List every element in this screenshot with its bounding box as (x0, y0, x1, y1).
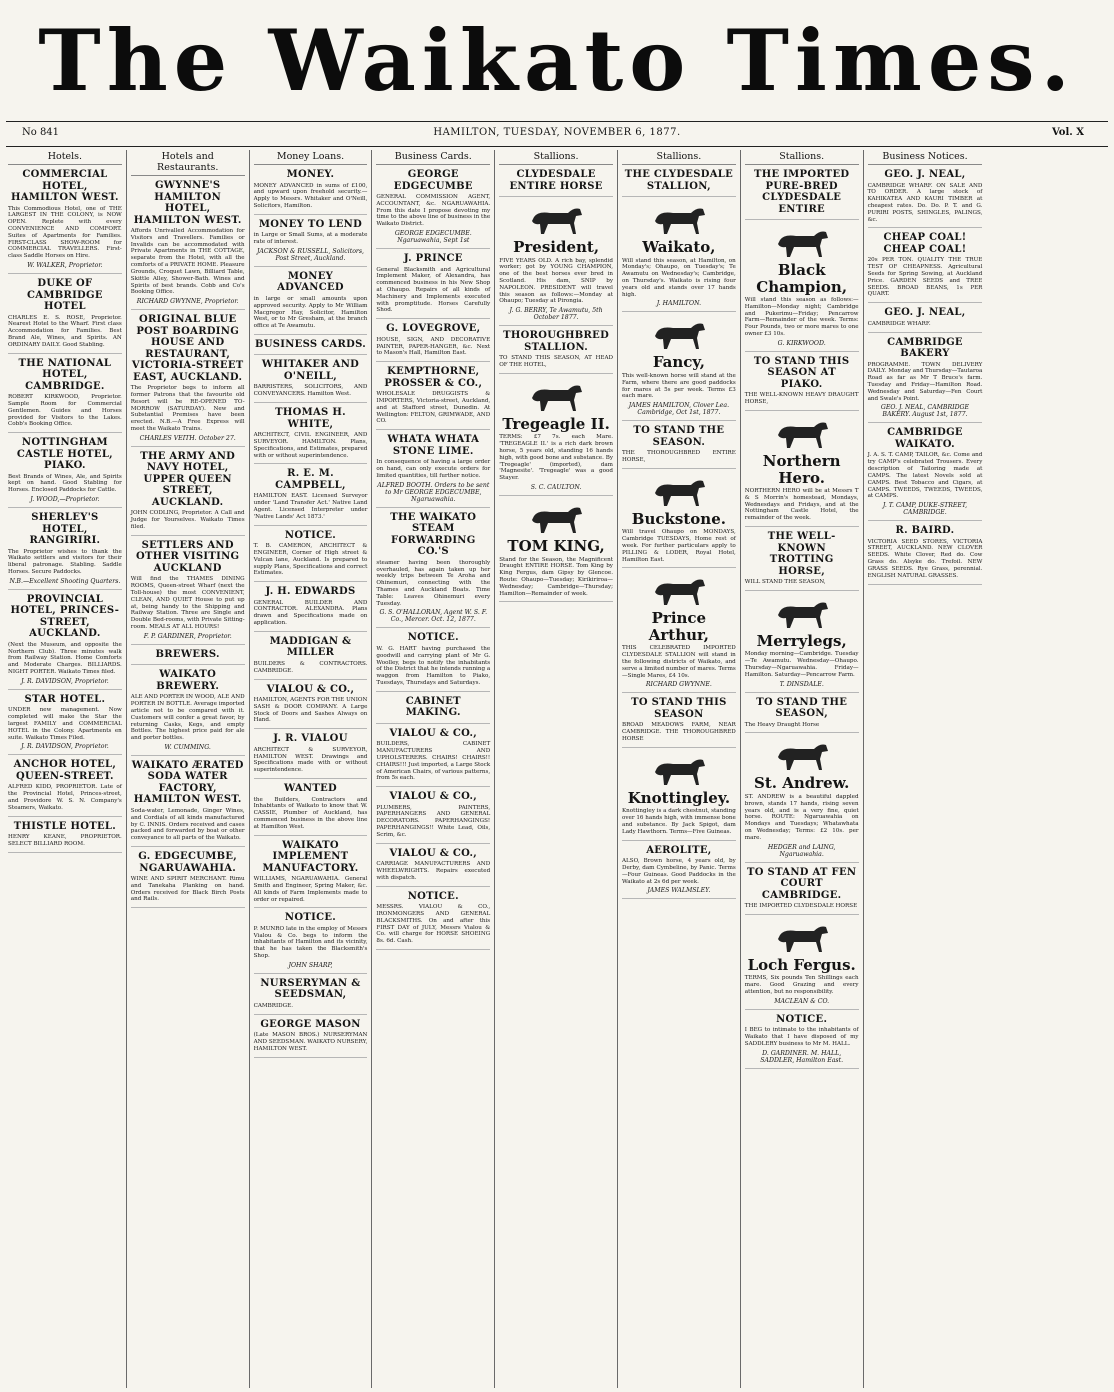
ad-title: ORIGINAL BLUE POST BOARDING HOUSE AND RESTAURANT, VICTORIA-STREET EAST, AUCKLAND. (131, 314, 244, 383)
advertisement (254, 731, 368, 779)
ad-signature: N.B.—Excellent Shooting Quarters. (9, 577, 121, 585)
advertisement (376, 321, 490, 362)
ad-body: THE THOROUGHBRED ENTIRE HORSE, (621, 450, 736, 463)
ad-body: The Proprietor wishes to thank the Waikato settlers and visitors for their liberal patronage. Stabling. Saddle Horses. Secure Paddocks. (8, 548, 122, 575)
ad-title: VIALOU & CO., (389, 847, 478, 859)
ad-body: the Builders, Contractors and Inhabitants of Waikato to know that W. CASSIE, Plumber of Auckland, has commenced business in the above line at Hamilton West. (253, 796, 368, 830)
date-rule (6, 146, 1108, 147)
ad-body: This Commodious Hotel, one of THE LARGEST IN THE COLONY, is NOW OPEN. Replete with every CONVENIENCE AND COMFORT. Suites of Apartments for Families. FIRST-CLASS SHOW-ROOM for COMMERCIAL TRAVELLERS. First-class Saddle Horses on Hire. (8, 205, 122, 260)
ad-title: BREWERS. (155, 648, 220, 660)
ad-title: CLYDESDALE ENTIRE HORSE (509, 169, 603, 192)
advertisement (745, 917, 859, 1010)
advertisement (8, 167, 122, 274)
advertisement (868, 425, 983, 521)
horse-illustration-icon (647, 754, 711, 788)
advertisement (254, 682, 368, 730)
ad-title: WAIKATO ÆRATED SODA WATER FACTORY, HAMILTON WEST. (131, 759, 244, 806)
ad-signature: T. DINSDALE. (779, 680, 824, 688)
advertisement (131, 758, 245, 847)
ad-title: TO STAND AT FEN COURT CAMBRIDGE. (747, 866, 857, 901)
ad-title: CHEAP COAL! CHEAP COAL! (883, 232, 967, 255)
ad-body: This well-known horse will stand at the Farm, where there are good paddocks for mares at 5s per week. Terms £3 each mare. (621, 372, 736, 400)
column-heading: Hotels. (8, 151, 122, 165)
ad-body: WINE AND SPIRIT MERCHANT. Rimu and Tanekaha Planking on hand. Orders received for Black Birch Posts and Rails. (130, 876, 245, 903)
ad-title: G. EDGECUMBE, NGARUAWAHIA. (138, 851, 238, 874)
ad-signature: J. R. DAVIDSON, Proprietor. (21, 677, 109, 685)
ad-title: J. R. VIALOU (273, 733, 348, 745)
ad-signature: D. GARDINER. M. HALL, SADDLER, Hamilton East. (760, 1049, 844, 1064)
advertisement (254, 838, 368, 909)
ad-body: Monday morning—Cambridge. Tuesday—Te Awamutu. Wednesday—Ohaupo. Thursday—Ngaruawahia. Friday—Hamilton. Saturday—Pencarrow Farm. (744, 651, 859, 678)
ad-body: I BEG to intimate to the inhabitants of Waikato that I have disposed of my SADDLERY business to Mr M. HALL. (744, 1027, 859, 1047)
ad-body: (Next the Museum, and opposite the Northern Club). Three minutes walk from Railway Station. Home Comforts and Moderate Charges. BILLIARDS. NIGHT PORTER. Waikato Times filed. (8, 641, 122, 676)
ad-body: ALE AND PORTER IN WOOD, ALE AND PORTER IN BOTTLE. Average imported article not to be compared with it. Customers will confer a great favor, by returning Casks, Kegs, and empty Bottles. The highest price paid for ale and porter bottles. (130, 694, 245, 742)
ad-title: Prince Arthur, (648, 609, 710, 644)
advertisement (8, 592, 122, 690)
ad-title: WAIKATO BREWERY. (156, 669, 220, 692)
ad-body: BROAD MEADOWS FARM, NEAR CAMBRIDGE. THE THOROUGHBRED HORSE (621, 722, 736, 742)
advertisement (376, 167, 490, 249)
ad-title: Northern Hero. (762, 452, 841, 487)
ad-title: THE ARMY AND NAVY HOTEL, UPPER QUEEN STREET, AUCKLAND. (140, 450, 236, 508)
ad-body: TERMS, Six pounds Ten Shillings each mare. Good Grazing and every attention, but no responsibility. (744, 975, 859, 996)
ad-title: Buckstone. (631, 509, 726, 528)
advertisement (254, 584, 368, 632)
ad-body: ARCHITECT & SURVEYOR, HAMILTON WEST. Drawings and Specifications made with or without superintendence. (253, 746, 368, 774)
advertisement (745, 593, 859, 693)
horse-illustration-icon (524, 502, 588, 536)
ad-signature: JAMES WALMSLEY. (647, 887, 711, 895)
advertisement (8, 356, 122, 434)
issue-date: HAMILTON, TUESDAY, NOVEMBER 6, 1877. (433, 127, 681, 138)
ad-title: MONEY TO LEND (258, 218, 363, 230)
advertisement (8, 819, 122, 853)
ad-title: THE IMPORTED PURE-BRED CLYDESDALE ENTIRE (753, 169, 850, 215)
column-heading: Business Cards. (376, 151, 490, 165)
ad-body: Will travel Ohaupo on MONDAYS, Cambridge TUESDAYS, Home rest of week. For further particulars apply to PILLING & LODER, Royal Hotel, Hamilton East. (621, 529, 736, 563)
ad-title: Knottingley. (627, 788, 731, 807)
ad-title: WHATA WHATA STONE LIME. (387, 434, 480, 457)
advertisement (254, 910, 368, 974)
advertisement (131, 538, 245, 645)
ad-body: Will stand this season as follows:—Hamilton—Monday night; Cambridge and Pukerimu—Friday; Pencarrow Farm—Remainder of the week. Terms: Four Pounds, two or more mares to one owner £3 10s. (744, 297, 859, 338)
ad-body: Soda-water, Lemonade, Ginger Wines, and Cordials of all kinds manufactured by C. INNIS. Orders received and cases packed and forwarded by boat or other conveyance to all parts of the Waikato. (130, 807, 245, 842)
ad-title: THE NATIONAL HOTEL, CAMBRIDGE. (18, 357, 112, 392)
ad-body: WILLIAMS, NGARUAWAHIA. General Smith and Engineer, Spring Maker, &c. All kinds of Farm Implements made to order or repaired. (253, 876, 368, 903)
advertisement (131, 849, 245, 908)
ad-body: W. G. HART having purchased the goodwill and carrying plant of Mr G. Woolley, begs to notify the inhabitants of the District that he intends running a waggon from Hamilton to Piako, Tuesdays, Thursdays and Saturdays. (376, 645, 491, 686)
ad-body: The Heavy Draught Horse (744, 721, 820, 728)
advertisement (131, 647, 245, 666)
advertisement (254, 405, 368, 464)
advertisement (622, 750, 736, 841)
ad-body: Knottingley is a dark chestnut, standing over 16 hands high, with immense bone and substance. By Jack Spigot, dam Lady Hawthorn. Terms—Five Guineas. (621, 808, 736, 835)
advertisement (745, 1012, 859, 1069)
ad-title: Tregeagle II. (502, 414, 610, 433)
ad-title: J. H. EDWARDS (265, 586, 356, 598)
ad-body: GENERAL COMMISSION AGENT, ACCOUNTANT, &c. NGARUAWAHIA. From this date I propose devoting my time to the above line of business in the Waikato District. (376, 194, 491, 228)
ad-signature: J. R. DAVIDSON, Proprietor. (21, 743, 109, 751)
ad-title: STAR HOTEL. (24, 693, 106, 705)
column-3 (250, 150, 373, 1388)
advertisement (131, 667, 245, 756)
ad-body: MESSRS. VIALOU & CO., IRONMONGERS AND GENERAL BLACKSMITHS. On and after this FIRST DAY of JULY, Messrs Vialou & Co. will charge for HORSE SHOEING 8s. 6d. Cash. (376, 904, 491, 945)
ad-signature: RICHARD GWYNNE. (645, 681, 712, 689)
ad-body: Will find the THAMES DINING ROOMS, Queen-street Wharf (next the Toll-house) the most CONVENIENT, CLEAN, AND QUIET House to put up at, being handy to the Shipping and Railway Station. Three are Single and Double Bed-rooms, with Private Sitting-room. MEALS AT ALL HOURS! (130, 576, 245, 630)
horse-illustration-icon (770, 226, 834, 260)
ad-title: TO STAND THIS SEASON (631, 697, 727, 720)
ad-signature: G. KIRKWOOD. (777, 339, 826, 347)
advertisement (622, 167, 736, 197)
ad-title: NURSERYMAN & SEEDSMAN, (260, 977, 361, 1001)
ad-body: In consequence of having a large order on hand, can only execute orders for limited quantities, till further notice. (376, 459, 491, 479)
advertisement (499, 328, 613, 374)
column-heading: Money Loans. (254, 151, 368, 165)
ad-title: BUSINESS CARDS. (254, 338, 367, 350)
ad-title: President, (513, 238, 600, 256)
advertisement (376, 251, 490, 319)
ad-title: VIALOU & CO., (266, 683, 355, 695)
ad-title: PROVINCIAL HOTEL, PRINCES-STREET, AUCKLAND. (10, 593, 120, 640)
advertisement (254, 357, 368, 403)
column-5 (495, 150, 618, 1388)
ad-body: TERMS: £7 7s. each Mare. 'TREGEAGLE II.' is a rich dark brown horse, 5 years old, standing 16 hands high, with good bone and substance. By 'Tregeagle' (imported), dam 'Magnesite'. 'Tregeagle' was a good Stayer. (499, 434, 613, 482)
ad-title: VIALOU & CO., (389, 727, 478, 739)
ad-body: J. A. S. T. CAMP, TAILOR, &c. Come and try CAMP's celebrated Trousers. Every description of Tailoring made at CAMPS. The latest Novels sold at CAMPS. Best Tobacco and Cigars, at CAMPS. TWEEDS, TWEEDS, TWEEDS, at CAMPS. (867, 452, 983, 500)
ad-body: BUILDERS, CABINET MANUFACTURERS AND UPHOLSTERERS. CHAIRS! CHAIRS!! CHAIRS!!! Just imported, a Large Stock of American Chairs, of various patterns, from 5s each. (376, 741, 491, 782)
ad-title: NOTICE. (284, 529, 337, 541)
column-4 (372, 150, 495, 1388)
ad-body: ALFRED KIDD, PROPRIETOR. Late of the Provincial Hotel, Princes-street, and Providore W. S. N. Company's Steamers, Waikato. (8, 784, 122, 811)
ad-body: CHARLES E. S. ROSE, Proprietor. Nearest Hotel to the Wharf. First class Accommodation for Families. Best Brand Ale, Wines, and Spirits. AN ORDINARY DAILY. Good Stabling. (8, 314, 122, 348)
advertisement (376, 694, 490, 724)
ad-signature: JOHN SHARP, (288, 961, 333, 969)
ad-title: Fancy, (652, 353, 705, 372)
ad-title: NOTTINGHAM CASTLE HOTEL, PIAKO. (16, 437, 113, 472)
ad-title: CABINET MAKING. (405, 695, 461, 719)
ad-signature: G. S. O'HALLORAN, Agent W. S. F. Co., Mercer. Oct. 12, 1877. (379, 609, 488, 624)
ad-title: KEMPTHORNE, PROSSER & CO., (384, 366, 483, 389)
ad-title: NOTICE. (407, 890, 459, 902)
advertisement (8, 757, 122, 816)
horse-illustration-icon (647, 318, 711, 352)
masthead (0, 0, 1114, 122)
issue-number: No 841 (22, 127, 60, 138)
ad-body: Will stand this season, at Hamilton, on Monday's; Ohaupo, on Tuesday's; Te Awamutu on Wednesday's; Cambridge, on Thursday's. Waikato is rising four years old and stands over 17 hands high. (621, 257, 736, 298)
ad-title: GWYNNE'S HAMILTON HOTEL, HAMILTON WEST. (133, 180, 242, 226)
advertisement (622, 695, 736, 747)
advertisement (8, 510, 122, 590)
ad-title: GEO. J. NEAL, (884, 169, 966, 180)
ad-body: UNDER new management. Now completed will make the Star the largest FAMILY and COMMERCIAL HOTEL in the Colony. Apartments en suite. Waikato Times Filed. (8, 707, 122, 741)
dateline (0, 124, 1114, 144)
ad-signature: J. WOOD,—Proprietor. (30, 496, 100, 504)
advertisement (745, 529, 859, 591)
ad-body: CAMBRIDGE WHARF. (867, 320, 931, 327)
ad-title: TO STAND THE SEASON, (756, 696, 848, 720)
ad-body: HENRY KEANE, PROPRIETOR. SELECT BILLIARD ROOM. (8, 834, 122, 847)
ad-body: The Proprietor begs to inform all former Patrons that the favourite old Resort will be RE-OPENED TO-MORROW (SATURDAY). New and Substantial Premises have been erected. N.B.—A Free Express will meet the Waikato Trains. (130, 385, 245, 432)
advertisement (499, 376, 613, 496)
advertisement (8, 692, 122, 756)
ad-body: JOHN CODLING, Proprietor. A Call and Judge for Yourselves. Waikato Times filed. (130, 510, 245, 530)
advertisement (622, 471, 736, 569)
advertisement (376, 364, 490, 430)
ad-signature: W. CUMMING. (164, 743, 211, 751)
ad-body: PLUMBERS, PAINTERS, PAPERHANGERS AND GENERAL DECORATORS. PAPERHANGINGS! PAPERHANGINGS!! White Lead, Oils, Scrim, &c. (376, 804, 491, 838)
horse-illustration-icon (647, 475, 711, 509)
horse-illustration-icon (524, 203, 588, 237)
advertisement (622, 199, 736, 312)
advertisement (376, 726, 490, 787)
advertisement (868, 335, 983, 424)
ad-signature: RICHARD GWYNNE, Proprietor. (136, 298, 239, 306)
ad-title: G. LOVEGROVE, (386, 323, 481, 335)
ad-body: ROBERT KIRKWOOD, Proprietor. Sample Room for Commercial Gentlemen. Guides and Horses provided for Visitors to the Lakes. Cobb's Booking Office. (8, 394, 122, 428)
ad-title: NOTICE. (407, 632, 459, 644)
advertisement (868, 167, 983, 228)
advertisement (745, 167, 859, 220)
ad-title: Black Champion, (756, 261, 848, 296)
advertisement (131, 312, 245, 447)
ad-body: 20s PER TON. QUALITY THE TRUE TEST OF CHEAPNESS. Agricultural Seeds for Spring Sowing, at Auckland Price. GARDEN SEEDS and TREE SEEDS. BROAD BEANS, 1s PER QUART. (867, 257, 983, 298)
advertisement (745, 865, 859, 915)
ad-title: Merrylegs, (756, 631, 847, 650)
ad-title: TO STAND THIS SEASON AT PIAKO. (753, 355, 850, 390)
advertisement (131, 178, 245, 310)
ad-body: in Large or Small Sums, at a moderate rate of interest. (253, 232, 368, 246)
advertisement (499, 498, 613, 602)
advertisement (254, 528, 368, 583)
ad-title: MONEY ADVANCED (277, 270, 344, 294)
column-7 (741, 150, 864, 1388)
advertisement (745, 695, 859, 734)
advertisement (8, 435, 122, 508)
column-6 (618, 150, 741, 1388)
ad-signature: J. HAMILTON. (656, 300, 702, 308)
ad-title: Waikato, (642, 238, 716, 256)
column-heading: Stallions. (499, 151, 613, 165)
advertisement (254, 269, 368, 335)
ad-title: WAIKATO IMPLEMENT MANUFACTORY. (262, 839, 359, 874)
ad-signature: ALFRED BOOTH. Orders to be sent to Mr GEORGE EDGECUMBE, Ngaruawahia. (377, 481, 490, 503)
advertisement (745, 413, 859, 527)
ad-title: CAMBRIDGE WAIKATO. (887, 427, 963, 450)
ad-title: TOM KING, (507, 537, 605, 555)
ad-title: St. Andrew. (754, 774, 850, 793)
ad-body: ARCHITECT, CIVIL ENGINEER, AND SURVEYOR. HAMILTON. Plans, Specifications, and Estimates, prepared with or without superintendence. (253, 432, 368, 459)
ad-title: DUKE OF CAMBRIDGE HOTEL (27, 278, 103, 312)
volume-number: Vol. X (1051, 127, 1084, 138)
horse-illustration-icon (524, 380, 588, 414)
ad-title: THE WAIKATO STEAM FORWARDING CO.'S (390, 511, 477, 558)
ad-body: CAMBRIDGE WHARF. ON SALE AND TO ORDER. A large stock of KAHIKATEA AND KAURI TIMBER at cheapest rates. Do. Do. P. T. and G. PURIRI POSTS, SHINGLES, PALINGS, &c. (867, 182, 983, 223)
advertisement (8, 276, 122, 354)
columns (4, 150, 1110, 1388)
advertisement (254, 1017, 368, 1058)
advertisement (868, 305, 983, 332)
ad-body: CAMBRIDGE. (253, 1002, 293, 1009)
ad-title: SHERLEY'S HOTEL, RANGIRIRI. (29, 512, 101, 547)
ad-title: J. PRINCE (403, 253, 463, 265)
ad-title: MONEY. (286, 169, 335, 180)
horse-illustration-icon (647, 203, 711, 237)
ad-title: MADDIGAN & MILLER (269, 635, 352, 659)
ad-title: TO STAND THE SEASON. (633, 425, 725, 448)
ad-body: Stand for the Season, the Magnificent Draught ENTIRE HORSE. Tom King by King Fergus, dam Gipsy by Glencoe. Route: Ohaupo—Tuesday; Kirikiriroa—Wednesday; Cambridge—Thursday; Hamilton—Remainder of week. (499, 556, 613, 597)
advertisement (254, 466, 368, 525)
advertisement (254, 167, 368, 215)
ad-title: COMMERCIAL HOTEL, HAMILTON WEST. (10, 169, 119, 203)
ad-body: THIS CELEBRATED IMPORTED CLYDESDALE STALLION will stand in the following districts of Waikato, and serve a limited number of mares. Terms—Single Mares, £4 10s. (621, 645, 736, 679)
column-heading: Stallions. (745, 151, 859, 165)
ad-title: AEROLITE, (646, 844, 712, 856)
advertisement (376, 789, 490, 844)
ad-title: NOTICE. (284, 912, 337, 924)
ad-body: ST. ANDREW is a beautiful dappled brown, stands 17 hands, rising seven years old, and is a very fine, quiet horse. ROUTE: Ngaruawahia on Mondays and Tuesdays; Whatawhata on Wednesday; Terms: £2 10s. per mare. (744, 793, 859, 841)
ad-body: THE WELL-KNOWN HEAVY DRAUGHT HORSE, (744, 392, 859, 406)
ad-body: HOUSE, SIGN, AND DECORATIVE PAINTER, PAPER-HANGER, &c. Next to Mason's Hall, Hamilton East. (376, 336, 491, 357)
ad-body: BUILDERS & CONTRACTORS. CAMBRIDGE. (253, 660, 368, 674)
ad-signature: W. WALKER, Proprietor. (27, 262, 103, 269)
ad-title: THOMAS H. WHITE, (275, 407, 346, 430)
horse-illustration-icon (770, 597, 834, 631)
advertisement (254, 337, 368, 356)
horse-illustration-icon (770, 417, 834, 451)
ad-title: SETTLERS AND OTHER VISITING AUCKLAND (136, 539, 240, 574)
ad-title: ANCHOR HOTEL, QUEEN-STREET. (13, 759, 117, 782)
ad-signature: GEORGE EDGECUMBE. Ngaruawahia, Sept 1st (394, 230, 472, 245)
ad-signature: F. P. GARDINER, Proprietor. (143, 632, 232, 640)
top-rule (6, 121, 1108, 122)
ad-body: PROGRAMME. TOWN DELIVERY DAILY. Monday and Thursday—Tautaroa Road as far as Mr T Bruce's farm. Tuesday and Friday—Hamilton Road. Wednesday and Saturday—Fen Court and Swale's Point. (867, 361, 983, 402)
ad-title: GEO. J. NEAL, (884, 307, 966, 319)
ad-body: steamer having been thoroughly overhauled, has again taken up her weekly trips between Te Aroha and Ohinemuri, connecting with the Thames and Auckland Boats. Time Table: Leaves Ohinemuri every Tuesday. (376, 559, 491, 607)
ad-body: NORTHERN HERO will be at Messrs T & S Morrin's homestead, Mondays, Wednesdays and Fridays, and at the Nottingham Castle Hotel, the remainder of the week. (744, 488, 859, 522)
ad-body: WHOLESALE DRUGGISTS & IMPORTERS, Victoria-street, Auckland, and at Stafford street, Dunedin. At Wellington: FELTON, GRIMWADE, AND CO. (376, 391, 491, 425)
ad-body: WILL STAND THE SEASON, (744, 579, 826, 586)
ad-title: THE CLYDESDALE STALLION, (624, 169, 734, 192)
column-1 (4, 150, 127, 1388)
advertisement (376, 510, 490, 629)
ad-body: HAMILTON EAST. Licensed Surveyor under 'Land Transfer Act.' Native Land Agent. Licensed Interpreter under 'Native Lands' Act 1873.' (253, 493, 368, 520)
ad-title: R. BAIRD. (895, 525, 955, 537)
ad-body: MONEY ADVANCED in sums of £100, and upward upon freehold security.—Apply to Messrs. Whitaker and O'Neill, Solicitors, Hamilton. (253, 182, 368, 209)
advertisement (868, 523, 983, 584)
ad-signature: J. G. BERRY, Te Awamutu, 5th October 1877. (509, 307, 603, 322)
advertisement (254, 781, 368, 836)
advertisement (622, 843, 736, 900)
advertisement (622, 423, 736, 469)
ad-signature: J. T. CAMP, DUKE-STREET, CAMBRIDGE. (882, 502, 968, 517)
column-heading: Hotels and Restaurants. (131, 151, 245, 176)
advertisement (622, 314, 736, 421)
advertisement (376, 846, 490, 887)
ad-title: GEORGE MASON (260, 1018, 361, 1030)
horse-illustration-icon (647, 574, 711, 608)
ad-body: CARRIAGE MANUFACTURERS AND WHEELWRIGHTS. Repairs executed with dispatch. (376, 861, 491, 881)
column-heading: Stallions. (622, 151, 736, 165)
ad-title: R. E. M. CAMPBELL, (275, 468, 346, 491)
horse-illustration-icon (770, 739, 834, 773)
ad-signature: JAMES HAMILTON, Clover Lea. Cambridge, Oct 1st, 1877. (628, 402, 730, 417)
ad-body: HAMILTON, AGENTS FOR THE UNION SASH & DOOR COMPANY. A Large Stock of Doors and Sashes Always on Hand. (253, 697, 368, 724)
ad-body: ALSO, Brown horse, 4 years old, by Derby, dam Cymbeline, by Panic. Terms—Four Guineas. Good Paddocks in the Waikato at 2s 6d per week. (621, 858, 736, 885)
ad-signature: MACLEAN & CO. (774, 997, 830, 1005)
ad-signature: CHARLES VEITH. October 27. (139, 434, 236, 442)
advertisement (376, 432, 490, 507)
ad-signature: HEDGER and LAING, Ngaruawahia. (767, 843, 836, 858)
ad-body: General Blacksmith and Agricultural Implement Maker, of Alexandra, has commenced business in his New Shop at Ohaupo. Repairs of all kinds of Machinery and Implements executed with promptitude. Horses Carefully Shod. (376, 266, 491, 314)
horse-illustration-icon (770, 921, 834, 955)
ad-title: WANTED (283, 783, 337, 794)
ad-body: Affords Unrivalled Accommodation for Visitors and Travellers. Families or Invalids can be accommodated with Private Apartments in THE COTTAGE, separate from the Hotel, with all the comforts of a PRIVATE HOME. Pleasure Grounds, Croquet Lawn, Billiard Table, Skittle Alley, Shower-Bath. Wines and Spirits of best brands. Cobb and Co's Booking Office. (130, 228, 245, 296)
advertisement (254, 217, 368, 267)
ad-signature: S. C. CAULTON. (530, 484, 582, 491)
advertisement (745, 222, 859, 352)
advertisement (499, 167, 613, 197)
ad-body: P. MUNRO late in the employ of Messrs Vialou & Co. begs to inform the inhabitants of Hamilton and its vicinity, that he has taken the Blacksmith's Shop. (253, 925, 368, 960)
advertisement (376, 630, 490, 691)
column-8 (864, 150, 987, 1388)
ad-body: VICTORIA SEED STORES, VICTORIA STREET, AUCKLAND. NEW CLOVER SEEDS. White Clover, Red do. Cow Grass do. Alsyke do. Trefoil. NEW GRASS SEEDS. Rye Grass, perennial. ENGLISH NATURAL GRASSES. (867, 538, 983, 579)
ad-body: Best Brands of Wines, Ale, and Spirits kept on hand. Good Stabling for Horses. Enclosed Paddocks for Cattle. (8, 473, 122, 494)
ad-title: GEORGE EDGECUMBE (393, 169, 473, 192)
ad-signature: GEO. J. NEAL, CAMBRIDGE BAKERY. August 1st, 1877. (880, 404, 970, 419)
ad-body: (Late MASON BROS.) NURSERYMAN AND SEEDSMAN. WAIKATO NURSERY, HAMILTON WEST. (253, 1032, 368, 1052)
column-2 (127, 150, 250, 1388)
ad-body: BARRISTERS, SOLICITORS, AND CONVEYANCERS. Hamilton West. (253, 384, 368, 398)
advertisement (622, 570, 736, 693)
ad-title: THISTLE HOTEL. (13, 820, 117, 832)
ad-body: THE IMPORTED CLYDESDALE HORSE (744, 903, 858, 910)
ad-title: WHITAKER AND O'NEILL, (261, 359, 360, 382)
ad-body: TO STAND THIS SEASON, AT HEAD OF THE HOTEL, (499, 355, 613, 368)
ad-body: FIVE YEARS OLD. A rich bay, splendid worker; got by YOUNG CHAMPION, one of the best horses ever bred in Scotland. His dam, SNIP by NAPOLEON. PRESIDENT will travel this season as follows:—Monday at Ohaupo; Tuesday at Pirongia. (499, 257, 613, 305)
newspaper-title: The Waikato Times. (38, 11, 1076, 110)
ad-body: GENERAL BUILDER AND CONTRACTOR. ALEXANDRA. Plans drawn and Specifications made on application. (253, 599, 368, 627)
ad-title: VIALOU & CO., (389, 791, 478, 803)
ad-title: THE WELL-KNOWN TROTTING HORSE, (767, 531, 836, 577)
advertisement (376, 889, 490, 950)
ad-title: Loch Fergus. (747, 955, 856, 974)
ad-title: CAMBRIDGE BAKERY (887, 336, 963, 360)
column-heading: Business Notices. (868, 151, 983, 165)
ad-body: T. B. CAMERON, ARCHITECT & ENGINEER, Corner of High street & Vulcan lane, Auckland. Is prepared to supply Plans, Specifications and correct Estimates. (253, 543, 368, 577)
advertisement (745, 735, 859, 862)
advertisement (254, 634, 368, 680)
advertisement (868, 230, 983, 303)
ad-title: THOROUGHBRED STALLION. (503, 330, 610, 353)
ad-title: NOTICE. (776, 1013, 828, 1025)
ad-body: in large or small amounts upon approved security. Apply to Mr William Macgregor Hay, Solicitor, Hamilton West, or to Mr Gresham, at the branch office at Te Awamutu. (253, 295, 368, 330)
ad-signature: JACKSON & RUSSELL, Solicitors, Post Street, Auckland. (256, 247, 365, 262)
advertisement (499, 199, 613, 326)
advertisement (745, 354, 859, 411)
advertisement (131, 449, 245, 536)
advertisement (254, 976, 368, 1015)
